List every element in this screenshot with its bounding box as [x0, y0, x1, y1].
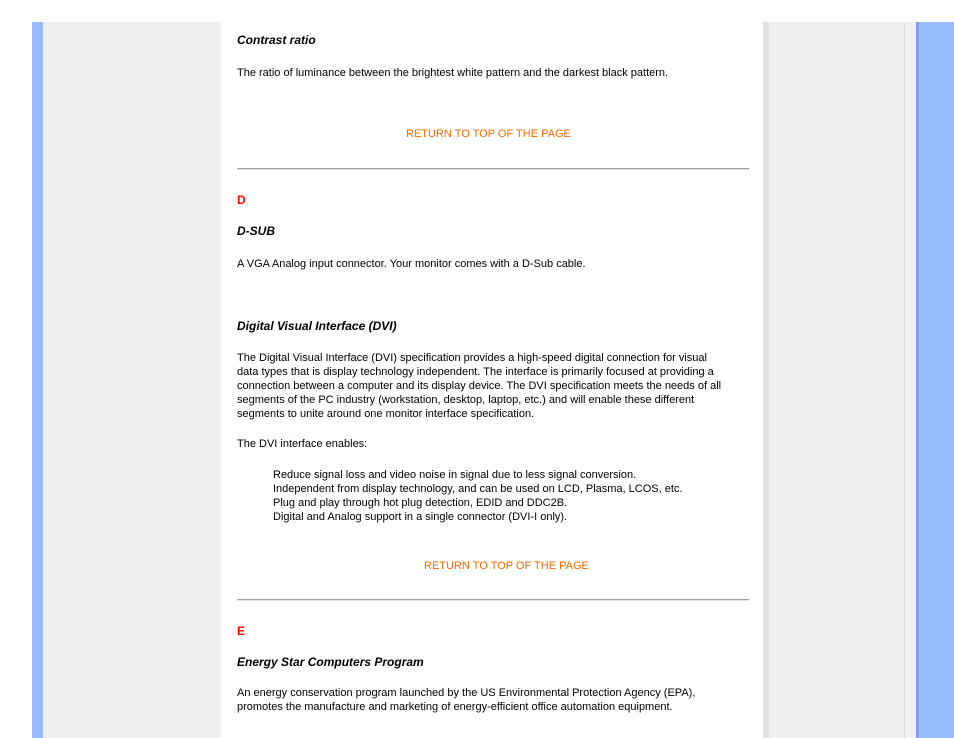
right-border-edge [916, 22, 919, 738]
definition-contrast-ratio: The ratio of luminance between the brightest white pattern and the darkest black pattern. [237, 67, 669, 79]
definition-dvi-line: data types that is display technology independent. The interface is primarily focused at providing a [237, 366, 714, 378]
list-item: Plug and play through hot plug detection, EDID and DDC2B. [273, 497, 568, 509]
left-border-bar [32, 22, 43, 738]
definition-dvi-line: The Digital Visual Interface (DVI) specification provides a high-speed digital connection for visual [237, 352, 707, 364]
definition-dvi [237, 351, 749, 421]
dvi-enables-intro: The DVI interface enables: [237, 438, 368, 450]
right-border-bar [916, 22, 954, 738]
section-divider [237, 599, 749, 601]
right-margin-shadow [763, 22, 769, 738]
definition-energy-star-line: promotes the manufacture and marketing of energy-efficient office automation equipment. [237, 701, 673, 713]
section-divider [237, 168, 749, 170]
term-energy-star: Energy Star Computers Program [237, 655, 424, 669]
list-item: Digital and Analog support in a single connector (DVI-I only). [273, 511, 568, 523]
definition-energy-star [237, 686, 749, 714]
right-margin-divider [904, 22, 905, 738]
definition-energy-star-line: An energy conservation program launched by the US Environmental Protection Agency (EPA), [237, 687, 696, 699]
term-dvi: Digital Visual Interface (DVI) [237, 319, 397, 333]
definition-dvi-line: connection between a computer and its display device. The DVI specification meets the needs of all [237, 380, 722, 392]
return-to-top-link[interactable]: RETURN TO TOP OF THE PAGE [406, 128, 571, 140]
definition-dvi-line: segments of the PC industry (workstation, desktop, laptop, etc.) and will enable these different [237, 394, 695, 406]
letter-heading-d: D [237, 193, 246, 207]
term-contrast-ratio: Contrast ratio [237, 33, 316, 47]
right-margin [763, 22, 916, 738]
term-d-sub: D-SUB [237, 224, 275, 238]
definition-dvi-line: segments to unite around one monitor interface specification. [237, 408, 535, 420]
return-to-top-link[interactable]: RETURN TO TOP OF THE PAGE [424, 560, 589, 572]
list-item: Independent from display technology, and can be used on LCD, Plasma, LCOS, etc. [273, 483, 683, 495]
list-item: Reduce signal loss and video noise in signal due to less signal conversion. [273, 469, 637, 481]
definition-d-sub: A VGA Analog input connector. Your monitor comes with a D-Sub cable. [237, 258, 586, 270]
dvi-feature-list [273, 468, 682, 524]
letter-heading-e: E [237, 624, 246, 638]
left-margin [43, 22, 221, 738]
